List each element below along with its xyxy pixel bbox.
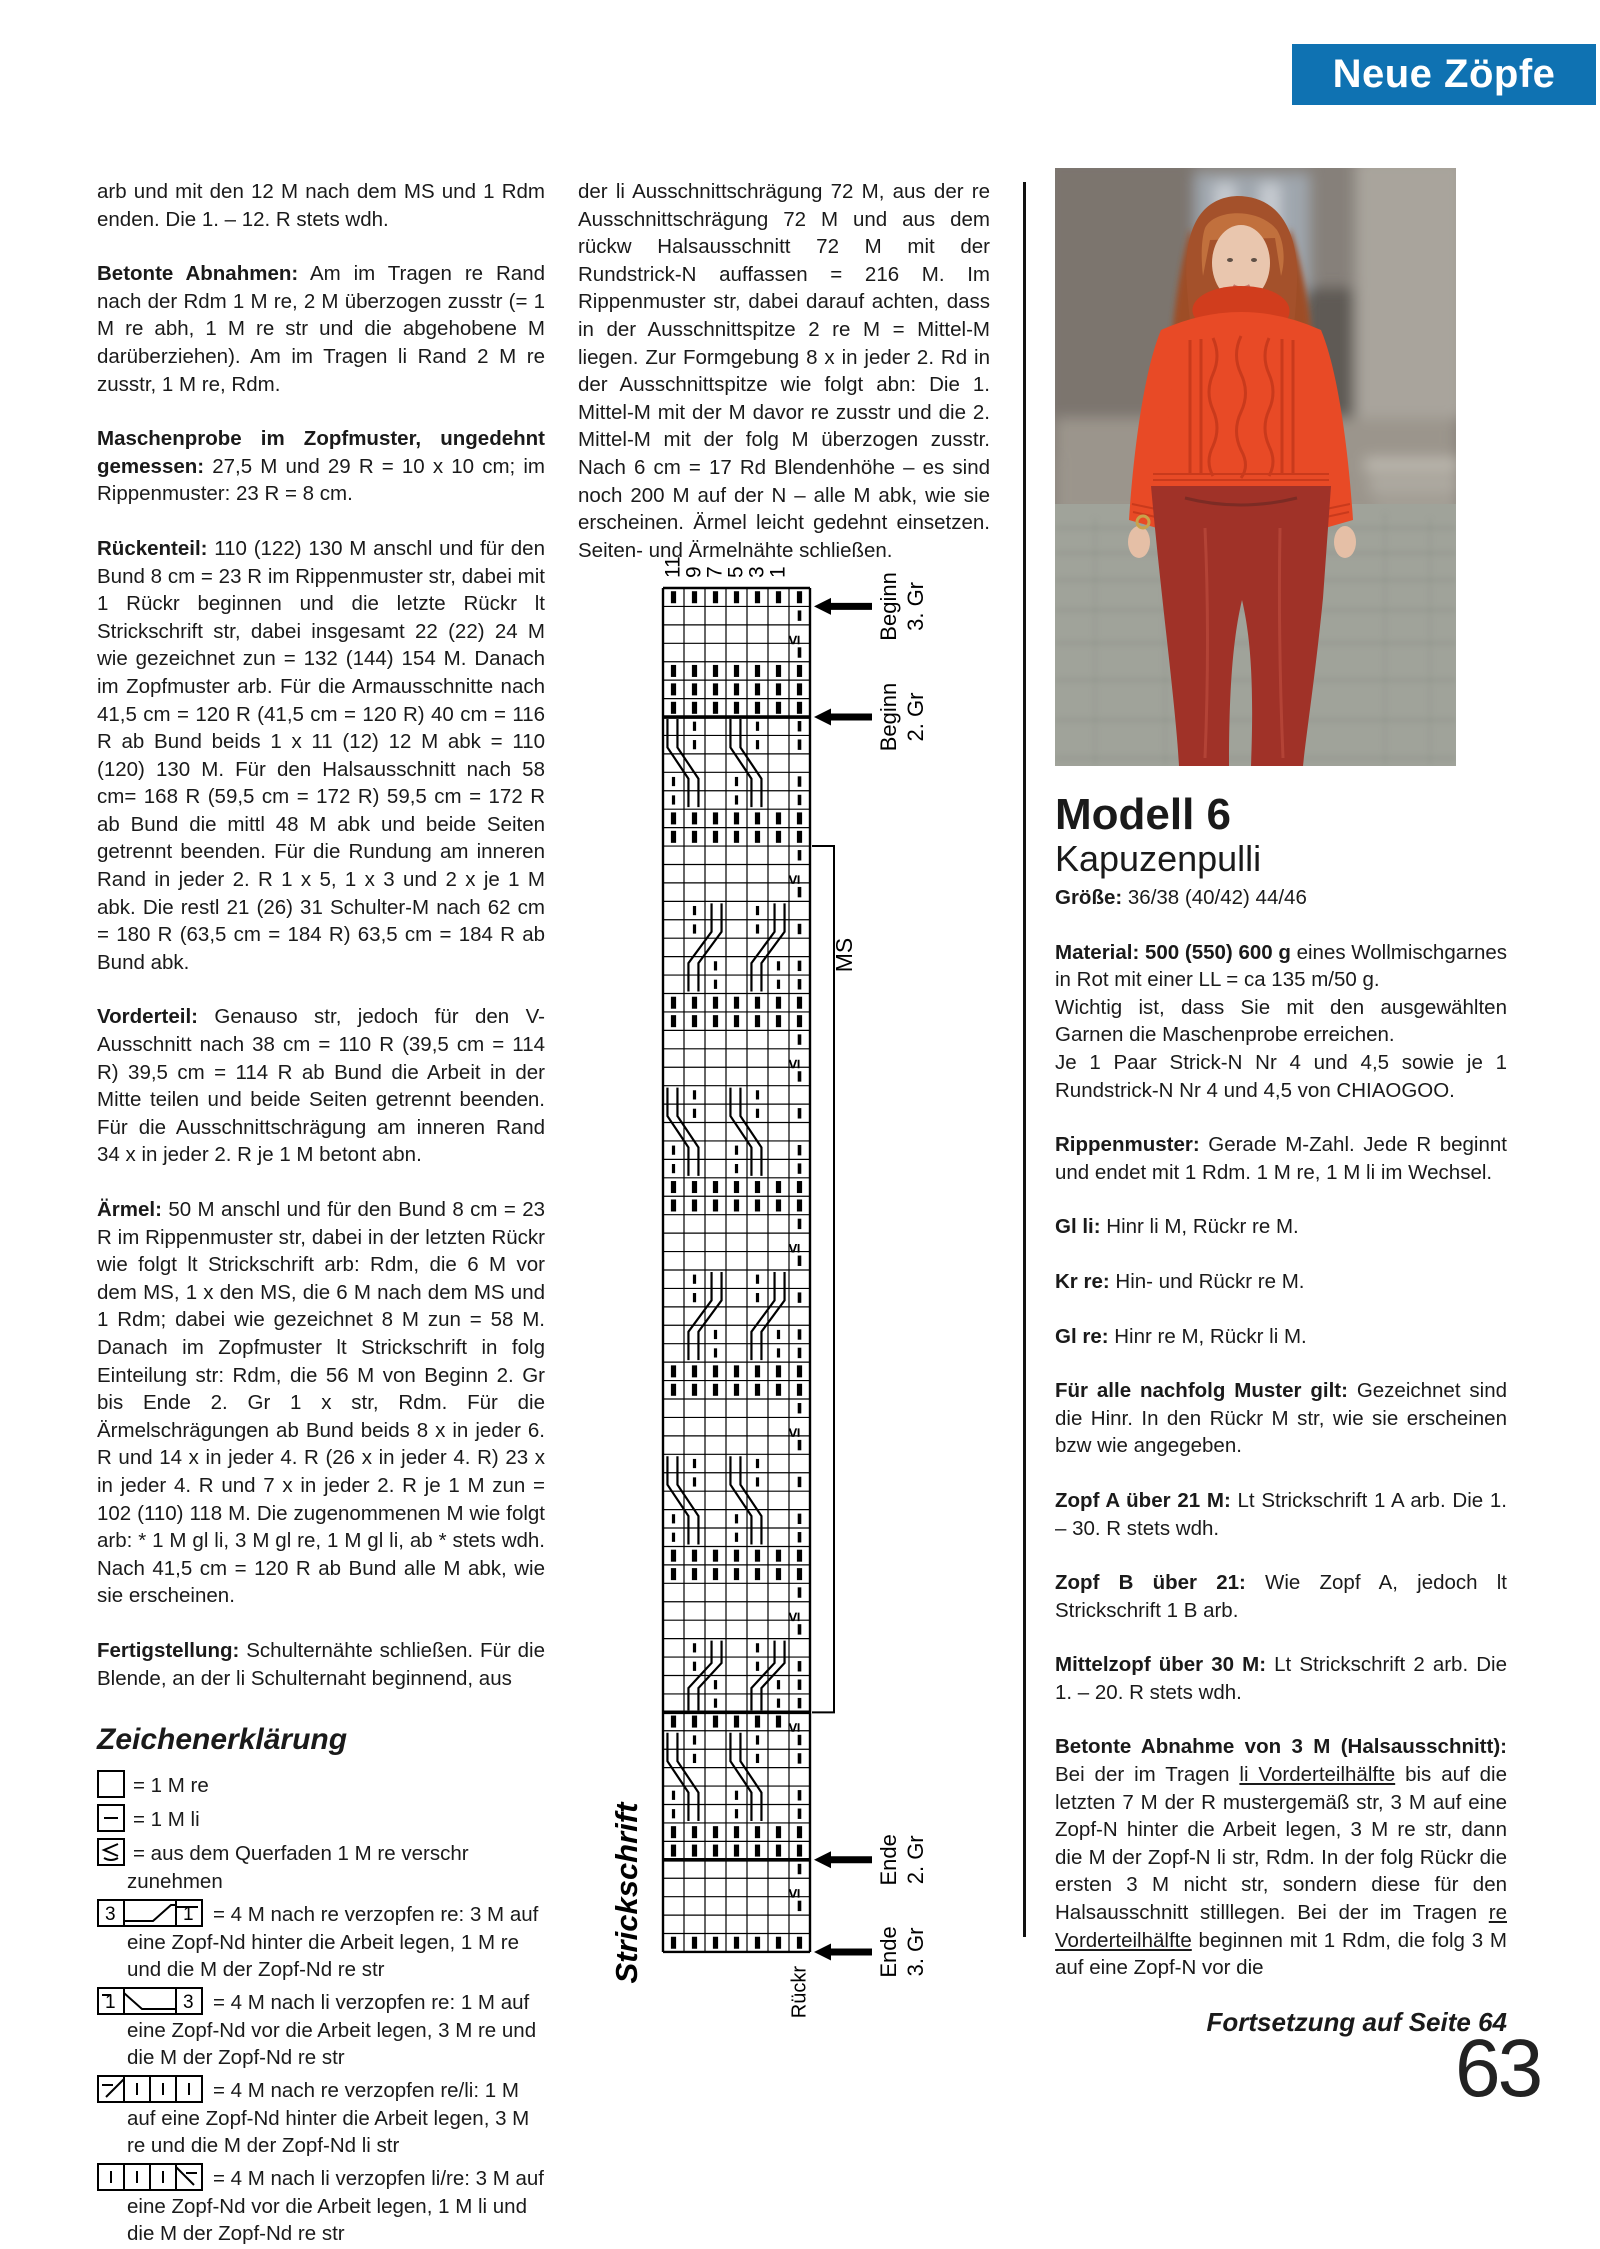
p-kr-re — [1055, 1268, 1507, 1296]
svg-text:≤: ≤ — [784, 1427, 804, 1438]
p-gl-re — [1055, 1323, 1507, 1351]
text-run: Maschenprobe im Zopfmuster, ungedehnt gemessen: — [97, 427, 545, 478]
svg-text:Ende: Ende — [876, 1926, 901, 1978]
svg-text:Beginn: Beginn — [876, 682, 901, 752]
p-mittelzopf — [1055, 1651, 1507, 1706]
text-run: Wichtig ist, dass Sie mit den ausgewählten Garnen die Maschenprobe erreichen. — [1055, 995, 1507, 1047]
text-run: Mittelzopf über 30 M: — [1055, 1653, 1267, 1677]
p-rippenmuster — [1055, 1131, 1507, 1186]
text-run: Vorderteil: — [97, 1005, 198, 1029]
text-run: Gezeichnet sind die Hinr. In den Rückr M str, wie sie erscheinen bzw wie angegeben. — [1055, 1379, 1508, 1458]
svg-text:≤: ≤ — [784, 635, 804, 645]
legend-text: = 4 M nach re verzopfen re: 3 M auf eine Zopf-Nd hinter die Arbeit legen, 1 M re und die M der Zopf-Nd re str — [127, 1902, 539, 1981]
legend-title: Zeichenerklärung — [97, 1723, 348, 1757]
svg-text:11: 11 — [661, 556, 685, 578]
text-run: Gl li: — [1055, 1215, 1101, 1239]
cable-l4-icon — [97, 1991, 213, 2014]
svg-text:≤: ≤ — [784, 1059, 804, 1069]
right-column — [1055, 168, 1507, 2036]
text-run: Hinr re M, Rückr li M. — [1108, 1324, 1307, 1348]
p-zopf-b — [1055, 1569, 1507, 1624]
text-run: Hinr li M, Rückr re M. — [1100, 1215, 1299, 1239]
text-run: Fertigstellung: — [97, 1638, 240, 1662]
text-run: eines Wollmischgarnes in Rot mit einer LL = ca 135 m/50 g. — [1055, 940, 1507, 992]
legend-item-box-inc — [97, 1836, 545, 1895]
legend-item-cable-r-reli — [97, 2073, 545, 2159]
left-column — [97, 178, 545, 2249]
text-run: Genauso str, jedoch für den V-Ausschnitt nach 38 cm = 110 R (39,5 cm = 114 R) 39,5 cm = 114 R ab Bund die Arbeit in der Mitte teilen und beide Seiten getrennt beenden. Für die Ausschnittschrägung am inneren Rand 34 x in jeder 2. R je 1 M betont abn. — [97, 1005, 545, 1167]
text-run: Lt Strickschrift 2 arb. Die 1. – 20. R stets wdh. — [1055, 1653, 1508, 1704]
box-inc-icon — [97, 1842, 133, 1865]
legend-item-box-dash — [97, 1802, 545, 1834]
p-vorderteil — [97, 1003, 545, 1169]
svg-text:2. Gr: 2. Gr — [903, 692, 928, 742]
svg-text:7: 7 — [703, 566, 727, 578]
text-run: bis auf die letzten 7 M der R mustergemäß str, 3 M auf eine Zopf-N hinter die Arbeit legen, 3 M re str, dann die M der Zopf-N li str, Rdm. In der folg Rückr die ersten 3 M nicht str, sondern diese für den Halsausschnitt stilllegen. Bei der im Tragen — [1055, 1763, 1507, 1925]
text-run: 27,5 M und 29 R = 10 x 10 cm; im Rippenmuster: 23 R = 8 cm. — [97, 454, 545, 506]
text-run: Ärmel: — [97, 1198, 162, 1221]
svg-text:3. Gr: 3. Gr — [903, 1927, 928, 1977]
legend-item-box-empty — [97, 1768, 545, 1800]
p-fertigstellung — [97, 1637, 545, 1692]
p-gl-li — [1055, 1213, 1507, 1241]
svg-text:3: 3 — [183, 1991, 194, 2013]
legend-text: = 4 M nach li verzopfen li/re: 3 M auf eine Zopf-Nd vor die Arbeit legen, 1 M li und die M der Zopf-Nd re str — [127, 2166, 545, 2245]
svg-text:MS: MS — [831, 937, 857, 973]
size-line — [1055, 884, 1507, 912]
p-maschenprobe — [97, 425, 545, 508]
text-run: 110 (122) 130 M anschl und für den Bund 8 cm = 23 R im Rippenmuster str, dabei mit 1 Rückr beginnen und die letzte Rückr lt Strickschrift str, dabei insgesamt 22 (22) 24 M wie gezeichnet zun = 132 (144) 154 M. Danach im Zopfmuster arb. Für die Armausschnitte nach 41,5 cm = 120 R (41,5 cm = 120 R) 40 cm = 116 R ab Bund beids 1 x 11 (12) 12 M abk = 110 (120) 130 M. Für den Halsausschnitt nach 58 cm= 168 R (59,5 cm = 172 R) 59,5 cm = 172 R ab Bund die mittl 48 M abk und beide Seiten getrennt beenden. Für die Rundung am inneren Rand in jeder 2. R 1 x 5, 1 x 3 und 2 x je 1 M abk. Die restl 21 (26) 31 Schulter-M nach 62 cm = 180 R (63,5 cm = 184 R) 63,5 cm = 184 R ab Bund abk. — [97, 536, 545, 974]
text-run: Lt Strickschrift 1 A arb. Die 1. – 30. R stets wdh. — [1055, 1488, 1507, 1540]
p-ms-ende — [97, 178, 545, 233]
text-run: Rückenteil: — [97, 536, 208, 560]
cable-r4-icon — [97, 1903, 213, 1926]
photo-spacer — [1055, 168, 1507, 778]
svg-text:1: 1 — [105, 1991, 116, 2013]
text-run: Für alle nachfolg Muster gilt: — [1055, 1379, 1348, 1403]
text-run: Zopf B über 21: — [1055, 1571, 1246, 1595]
text-run: Gerade M-Zahl. Jede R beginnt und endet mit 1 Rdm. 1 M re, 1 M li im Wechsel. — [1055, 1133, 1507, 1184]
p-aermel — [97, 1196, 545, 1610]
text-run: Kr re: — [1055, 1269, 1110, 1293]
svg-text:9: 9 — [682, 566, 706, 578]
text-run: Am im Tragen re Rand nach der Rdm 1 M re, 2 M überzogen zusstr (= 1 M re abh, 1 M re str und die abgehobene M darüberziehen). Am im Tragen li Rand 2 M re zusstr, 1 M re, Rdm. — [97, 262, 545, 396]
svg-text:≤: ≤ — [784, 1612, 804, 1622]
text-run: 50 M anschl und für den Bund 8 cm = 23 R im Rippenmuster str, dabei in der letzten Rückr wie folgt lt Strickschrift arb: Rdm, die 6 M vor dem MS, 1 x den MS, die 6 M nach dem MS und 1 Rdm; dabei wie gezeichnet 8 M zun = 58 M. Danach im Zopfmuster lt Strickschrift in folg Einteilung str: Rdm, die 56 M von Beginn 2. Gr bis Ende 2. Gr 1 x str, Rdm. Für die Ärmelschrägungen ab Bund beids 8 x in jeder 6. R und 14 x in jeder 4. R (26 x in jeder 4. R) 23 x in jeder 4. R und 7 x in jeder 2. R je 1 M zun = 102 (110) 118 M. Die zugenommenen M wie folgt arb: * 1 M gl li, 3 M gl re, 1 M gl li, ab * stets wdh. Nach 41,5 cm = 120 R ab Bund alle M abk, wie sie erscheinen. — [97, 1198, 545, 1608]
model-subtitle: Kapuzenpulli — [1055, 838, 1262, 879]
legend-item-cable-l-lire — [97, 2161, 545, 2247]
svg-text:3: 3 — [745, 566, 769, 578]
text-run: Je 1 Paar Strick-N Nr 4 und 4,5 sowie je 1 Rundstrick-N Nr 4 und 4,5 von CHIAOGOO. — [1055, 1050, 1507, 1102]
text-run: Bei der im Tragen — [1055, 1763, 1240, 1787]
box-empty-icon — [97, 1774, 133, 1797]
text-run: Gl re: — [1055, 1324, 1109, 1348]
legend-item-cable-r4 — [97, 1897, 545, 1983]
section-banner — [1292, 44, 1596, 105]
legend-text: = 4 M nach re verzopfen re/li: 1 M auf eine Zopf-Nd hinter die Arbeit legen, 3 M re und die M der Zopf-Nd li str — [127, 2078, 530, 2157]
p-betonte-abnahmen — [97, 260, 545, 398]
text-run: re Vorderteilhälfte — [1055, 1901, 1507, 1952]
text-run: Wie Zopf A, jedoch lt Strickschrift 1 B arb. — [1055, 1571, 1507, 1622]
svg-text:Strickschrift: Strickschrift — [609, 1802, 644, 1984]
legend-text: = 1 M li — [133, 1807, 200, 1831]
text-run: Betonte Abnahmen: — [97, 262, 299, 286]
svg-text:≤: ≤ — [784, 1722, 804, 1733]
text-run: Zopf A über 21 M: — [1055, 1488, 1231, 1512]
text-run: der li Ausschnittschrägung 72 M, aus der re Ausschnittschrägung 72 M und aus dem rückw Halsausschnitt 72 M mit der Rundstrick-N auffassen = 216 M. Im Rippenmuster str, dabei darauf achten, dass in der Ausschnittspitze 2 re M = Mittel-M liegen. Zur Formgebung 8 x in jeder 2. Rd in der Ausschnittspitze wie folgt abn: Die 1. Mittel-M mit der M davor re zusstr und die 2. Mittel-M mit der folg M überzogen zusstr. Nach 6 cm = 17 Rd Blendenhöhe – es sind noch 200 M auf der N – alle M abk, wie sie erscheinen. Ärmel leicht gedehnt einsetzen. Seiten- und Ärmelnähte schließen. — [578, 180, 990, 562]
legend-text: = aus dem Querfaden 1 M re verschr zunehmen — [127, 1841, 469, 1893]
cable-l-lire-icon — [97, 2167, 213, 2190]
legend-text: = 4 M nach li verzopfen re: 1 M auf eine Zopf-Nd vor die Arbeit legen, 3 M re und die M der Zopf-Nd re str — [127, 1990, 537, 2069]
p-blende — [578, 178, 990, 564]
p-zopf-a — [1055, 1487, 1507, 1542]
p-rueckenteil — [97, 535, 545, 977]
text-run: Material: 500 (550) 600 g — [1055, 940, 1291, 964]
text-run: Größe: — [1055, 886, 1123, 909]
text-run: beginnen mit 1 Rdm, die folg 3 M auf eine Zopf-N vor die — [1055, 1928, 1507, 1980]
cable-r-reli-icon — [97, 2079, 213, 2102]
svg-text:≤: ≤ — [784, 1888, 804, 1899]
column-divider — [1023, 182, 1026, 1937]
text-run: Betonte Abnahme von 3 M (Halsausschnitt): — [1055, 1735, 1507, 1759]
right-column-sections — [1055, 939, 1507, 1982]
legend-text: = 1 M re — [133, 1773, 209, 1797]
svg-text:2. Gr: 2. Gr — [903, 1835, 928, 1885]
legend-item-cable-l4 — [97, 1985, 545, 2071]
svg-text:3. Gr: 3. Gr — [903, 581, 928, 631]
box-dash-icon — [97, 1808, 133, 1831]
continuation-note: Fortsetzung auf Seite 64 — [1206, 2006, 1507, 2037]
text-run: Hin- und Rückr re M. — [1109, 1269, 1305, 1293]
banner-title: Neue Zöpfe — [1332, 52, 1556, 96]
svg-text:3: 3 — [105, 1903, 116, 1925]
text-run: Schulternähte schließen. Für die Blende, an der li Schulternaht beginnend, aus — [97, 1638, 545, 1690]
p-material — [1055, 939, 1507, 1105]
text-run: 36/38 (40/42) 44/46 — [1122, 886, 1307, 909]
model-title: Modell 6 — [1055, 790, 1232, 839]
svg-text:Beginn: Beginn — [876, 572, 901, 641]
svg-text:1: 1 — [766, 566, 790, 578]
svg-text:≤: ≤ — [784, 1243, 804, 1254]
svg-text:Ende: Ende — [876, 1834, 901, 1886]
text-run: Rippenmuster: — [1055, 1133, 1200, 1157]
p-muster-gilt — [1055, 1377, 1507, 1460]
p-betonte-abnahme-hals — [1055, 1733, 1507, 1981]
page-number: 63 — [1455, 2023, 1541, 2114]
text-run: li Vorderteilhälfte — [1239, 1763, 1396, 1787]
text-run: arb und mit den 12 M nach dem MS und 1 Rdm enden. Die 1. – 12. R stets wdh. — [97, 180, 545, 231]
svg-text:Rückr: Rückr — [788, 1965, 811, 2019]
middle-column — [578, 178, 990, 591]
svg-text:1: 1 — [183, 1903, 194, 1925]
svg-text:5: 5 — [724, 566, 748, 578]
svg-text:≤: ≤ — [784, 875, 804, 885]
